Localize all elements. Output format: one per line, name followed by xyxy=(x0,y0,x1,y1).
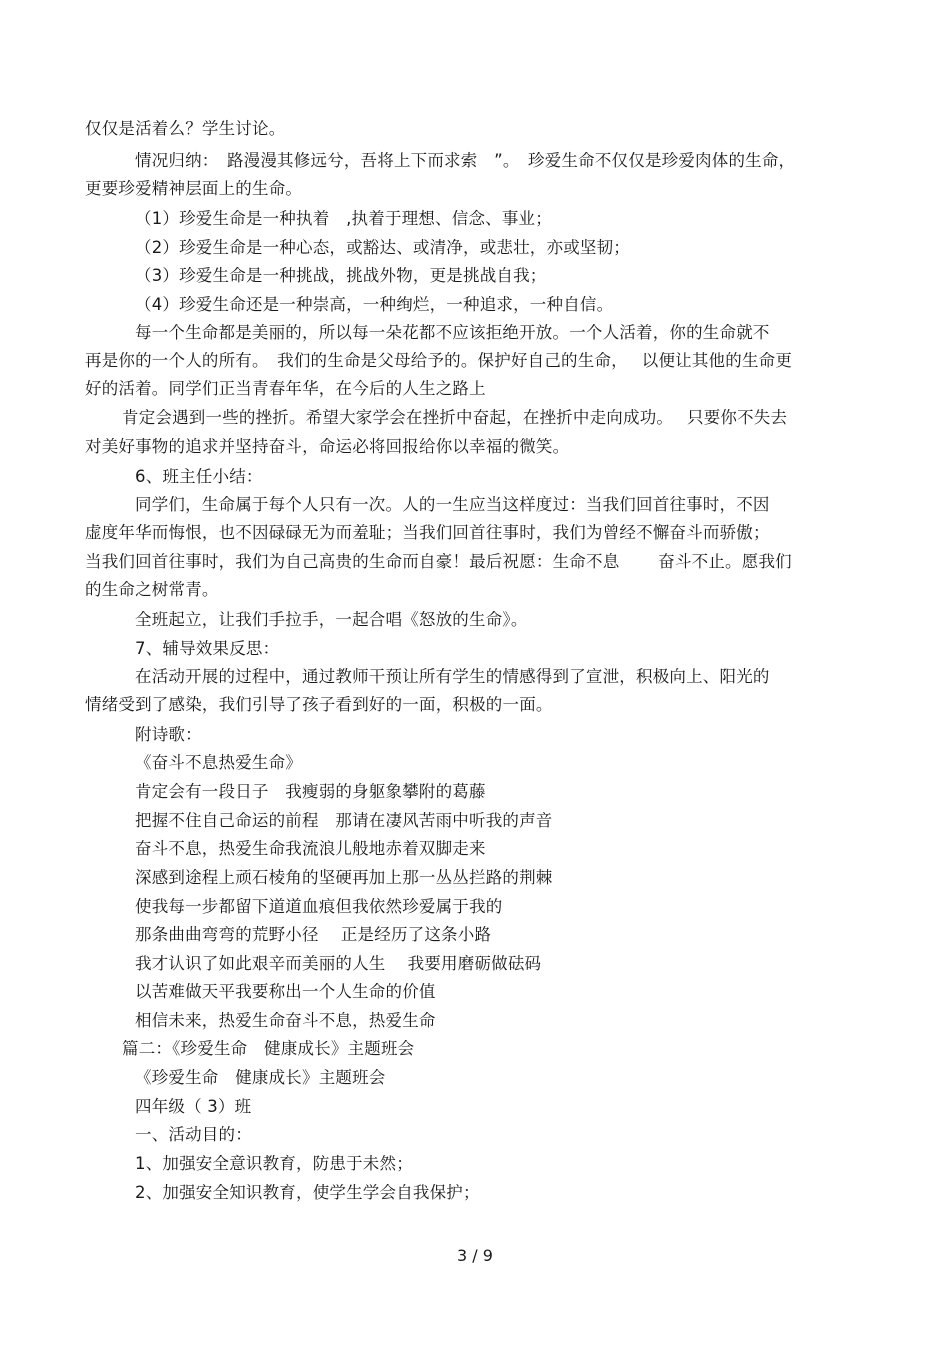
text-line: 四年级（ 3）班 xyxy=(135,1097,252,1116)
poem-line: 那条曲曲弯弯的荒野小径 正是经历了这条小路 xyxy=(135,925,492,944)
section-heading: 6、班主任小结： xyxy=(135,467,263,486)
text-line: （4）珍爱生命还是一种崇高，一种绚烂，一种追求，一种自信。 xyxy=(135,295,614,314)
text-line: 全班起立，让我们手拉手，一起合唱《怒放的生命》。 xyxy=(135,610,528,629)
section-heading: 篇二：《珍爱生命 健康成长》主题班会 xyxy=(122,1039,415,1058)
section-heading: 7、辅导效果反思： xyxy=(135,639,280,658)
poem-line: 把握不住自己命运的前程 那请在凄风苦雨中听我的声音 xyxy=(135,811,553,830)
text-line: 更要珍爱精神层面上的生命。 xyxy=(85,179,303,198)
poem-line: 奋斗不息，热爱生命我流浪儿般地赤着双脚走来 xyxy=(135,839,486,858)
text-line: 《珍爱生命 健康成长》主题班会 xyxy=(135,1068,386,1087)
page-number: 3 / 9 xyxy=(457,1246,493,1265)
text-line: 情绪受到了感染，我们引导了孩子看到好的一面，积极的一面。 xyxy=(85,695,553,714)
text-line: 在活动开展的过程中，通过教师干预让所有学生的情感得到了宣泄，积极向上、阳光的 xyxy=(135,667,770,686)
poem-line: 以苦难做天平我要称出一个人生命的价值 xyxy=(135,982,436,1001)
section-heading: 一、活动目的： xyxy=(135,1125,252,1144)
text-line: 再是你的一个人的所有。 我们的生命是父母给予的。保护好自己的生命， 以便让其他的生命更 xyxy=(85,351,793,370)
text-line: 虚度年华而悔恨，也不因碌碌无为而羞耻；当我们回首往事时，我们为曾经不懈奋斗而骄傲； xyxy=(85,523,770,542)
poem-line: 肯定会有一段日子 我瘦弱的身躯象攀附的葛藤 xyxy=(135,782,486,801)
text-line: 对美好事物的追求并坚持奋斗，命运必将回报给你以幸福的微笑。 xyxy=(85,437,570,456)
text-line: 1、加强安全意识教育，防患于未然； xyxy=(135,1154,413,1173)
poem-line: 使我每一步都留下道道血痕但我依然珍爱属于我的 xyxy=(135,897,503,916)
text-line: 2、加强安全知识教育，使学生学会自我保护； xyxy=(135,1183,480,1202)
text-line: 每一个生命都是美丽的，所以每一朵花都不应该拒绝开放。一个人活着，你的生命就不 xyxy=(135,323,770,342)
text-line: 情况归纳： 路漫漫其修远兮，吾将上下而求索 ”。 珍爱生命不仅仅是珍爱肉体的生命， xyxy=(135,151,796,170)
text-line: 肯定会遇到一些的挫折。希望大家学会在挫折中奋起，在挫折中走向成功。 只要你不失去 xyxy=(122,408,788,427)
text-line: 附诗歌： xyxy=(135,725,202,744)
poem-title: 《奋斗不息热爱生命》 xyxy=(135,753,302,772)
text-line: 仅仅是活着么？学生讨论。 xyxy=(85,119,286,138)
text-line: 同学们，生命属于每个人只有一次。人的一生应当这样度过：当我们回首往事时，不因 xyxy=(135,495,770,514)
text-line: （3）珍爱生命是一种挑战，挑战外物，更是挑战自我； xyxy=(135,266,547,285)
text-line: 的生命之树常青。 xyxy=(85,580,219,599)
poem-line: 深感到途程上顽石棱角的坚硬再加上那一丛丛拦路的荆棘 xyxy=(135,868,553,887)
text-line: （2）珍爱生命是一种心态，或豁达、或清净，或悲壮，亦或坚韧； xyxy=(135,238,630,257)
text-line: 当我们回首往事时，我们为自己高贵的生命而自豪！最后祝愿：生命不息 奋斗不止。愿我们 xyxy=(85,552,792,571)
poem-line: 我才认识了如此艰辛而美丽的人生 我要用磨砺做砝码 xyxy=(135,954,542,973)
text-line: 好的活着。同学们正当青春年华，在今后的人生之路上 xyxy=(85,379,486,398)
poem-line: 相信未来，热爱生命奋斗不息，热爱生命 xyxy=(135,1011,436,1030)
text-line: （1）珍爱生命是一种执着 ,执着于理想、信念、事业； xyxy=(135,209,552,228)
